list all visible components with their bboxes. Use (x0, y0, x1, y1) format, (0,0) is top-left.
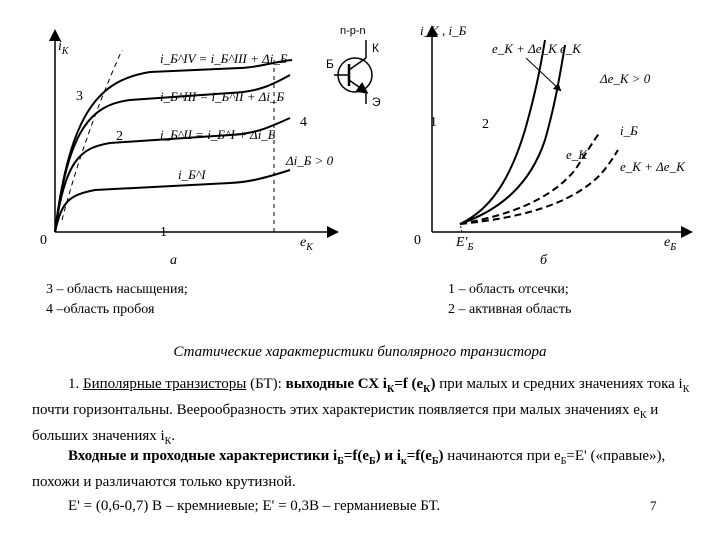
right-input-curves (460, 40, 618, 232)
right-sub-label: б (540, 253, 548, 268)
left-output-curves (55, 60, 292, 232)
e-prime-label: E' (456, 235, 468, 250)
collector-label: К (372, 41, 379, 55)
region-2-right-label: 2 (482, 117, 489, 132)
left-axis-x-label: e (300, 235, 307, 250)
paragraph-2: Входные и проходные характеристики $i_Б=f(e_Б)$ и $i_к=f(e_Б)$ начинаются при $e_Б=E'$ («правые»), похожи и различаются только крутизной. (32, 448, 666, 490)
ib-label: i_Б (620, 123, 638, 138)
right-caption-line2: 2 – активная область (448, 302, 572, 317)
left-origin: 0 (40, 233, 47, 248)
region-2-label: 2 (116, 129, 123, 144)
left-axis-y-label: i (58, 39, 62, 54)
right-delta-label: Δe_К > 0 (600, 71, 651, 86)
ek-delta-label: e_К + Δe_К (620, 159, 685, 174)
figure-title: Статические характеристики биполярного транзистора (173, 344, 547, 360)
curve-label-iv: i_Б^IV = i_Б^III + Δi_Б (160, 51, 288, 66)
region-3-label: 3 (76, 89, 83, 104)
npn-transistor-icon (334, 40, 372, 104)
transistor-type: n-p-n (340, 25, 366, 37)
left-sub-label: а (170, 253, 177, 268)
page-number: 7 (650, 498, 657, 513)
ek-label: e_К (566, 147, 587, 162)
left-caption-line2: 4 –область пробоя (46, 302, 155, 317)
region-1-right-label: 1 (430, 115, 437, 130)
curve-label-i: i_Б^I (178, 167, 206, 182)
region-4-label: 4 (300, 115, 307, 130)
right-caption (448, 280, 571, 320)
curve-label-iii: i_Б^III = i_Б^II + Δi_Б (160, 89, 285, 104)
paragraph-1: 1. Биполярные транзисторы (БТ): выходные СХ $i_К=f$ $(e_К)$ при малых и средних значениях тока $i_К$ почти горизонтальны. Веерообразность этих характеристик появляется при малых значениях $e_К$ и больших значениях $i_К$. (32, 376, 690, 447)
right-axis-y-label: i_К , i_Б (420, 23, 467, 38)
paragraph-3: E' = (0,6-0,7) В – кремниевые; E' = 0,3В – германиевые БТ. (68, 498, 441, 514)
right-top-labels: e_К + Δe_К e_К (492, 41, 581, 56)
curve-label-ii: i_Б^II = i_Б^I + Δi_Б (160, 127, 276, 142)
region-1-label: 1 (160, 225, 167, 240)
term-link: Биполярные транзисторы (83, 376, 247, 392)
right-origin: 0 (414, 233, 421, 248)
right-axis-x-label: e (664, 235, 671, 250)
left-caption-line1: 3 – область насыщения; (46, 282, 188, 297)
left-delta-label: Δi_Б > 0 (286, 153, 334, 168)
emitter-label: Э (372, 95, 381, 109)
left-caption (46, 280, 188, 320)
right-caption-line1: 1 – область отсечки; (448, 282, 569, 297)
figure: $i_К$ 0 $e_К$ 3 2 4 1 i_Б^IV = i_Б^III + Δi_Б i_Б^III = i_Б^II + Δi_Б i_Б^II = i_Б^I + Δi_Б i_Б^I Δi_Б > 0 а n-p-n К Б Э i_К , i_Б e_К + Δe_К e_К Δe_К > 0 1 2 i_Б e_К e_К + Δe_К 0 $E'_Б$ $e_Б$ б (0, 0, 720, 270)
base-label: Б (326, 57, 334, 71)
